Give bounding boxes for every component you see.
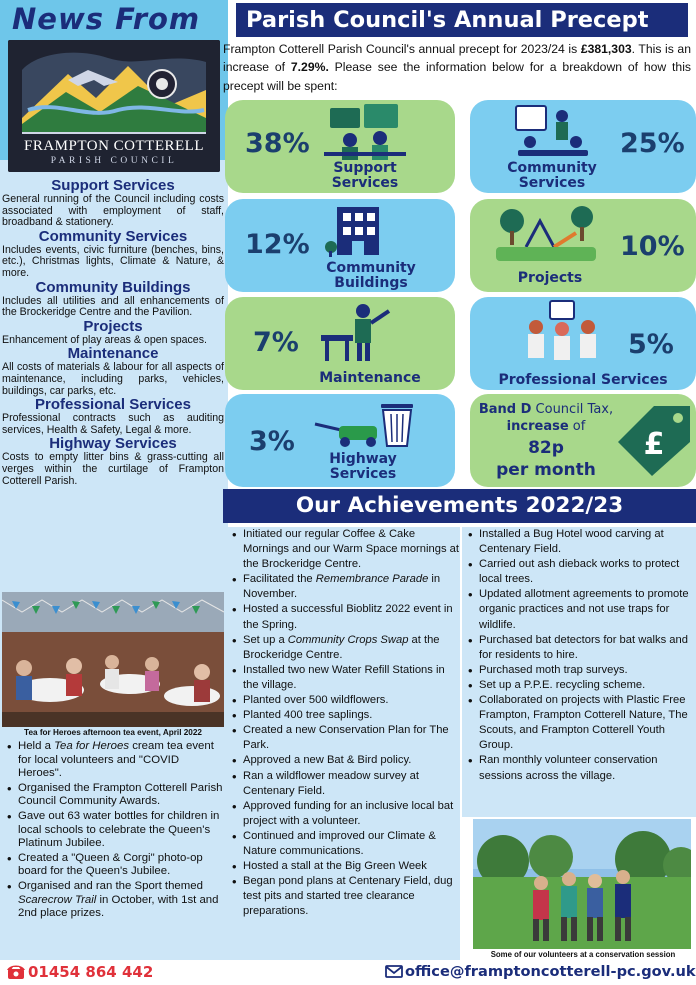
service-title: Community Services — [38, 227, 188, 245]
list-item: • Updated allotment agreements to promote organic practices and not use traps for wildlife. — [462, 587, 696, 632]
list-item: • Began pond plans at Centenary Field, dug test pits and started tree clearance preparations. — [226, 874, 460, 919]
footer-phone[interactable] — [6, 963, 153, 981]
card-label: Highway Services — [329, 451, 397, 482]
service-title: Highway Services — [49, 435, 177, 453]
support-services-card — [225, 100, 455, 193]
service-projects — [2, 319, 224, 347]
card-label: Community Buildings — [326, 260, 416, 291]
service-title: Professional Services — [35, 396, 191, 414]
services-list — [2, 178, 224, 487]
list-item: • Carried out ash dieback works to protect local trees. — [462, 557, 696, 587]
achievements-column-1 — [226, 527, 460, 960]
council-tax-per-month: per month — [496, 460, 596, 480]
list-item: • Approved a new Bat & Bird policy. — [226, 753, 460, 768]
list-item: • Collaborated on projects with Plastic Free Frampton, Frampton Cotterell Nature, The Scouts, and Frampton Cotterell Youth Group. — [462, 693, 696, 753]
service-support — [2, 178, 224, 229]
card-label: Community Services — [507, 160, 597, 191]
percentage: 3% — [249, 426, 295, 457]
list-item: • Hosted a successful Bioblitz 2022 event in the Spring. — [226, 602, 460, 632]
list-item: • Facilitated the Remembrance Parade in November. — [226, 572, 460, 602]
office-team-icon — [320, 102, 410, 160]
service-maintenance — [2, 346, 224, 397]
list-item: • Installed a Bug Hotel wood carving at Centenary Field. — [462, 527, 696, 557]
percentage: 10% — [620, 231, 685, 262]
achievements-title: Our Achievements 2022/23 — [223, 489, 696, 523]
service-title: Community Buildings — [35, 278, 191, 296]
card-label: Projects — [517, 270, 583, 286]
list-item: • Planted over 500 wildflowers. — [226, 693, 460, 708]
tea-photo-caption: Tea for Heroes afternoon tea event, April 2022 — [24, 728, 202, 737]
list-item: • Continued and improved our Climate & Nature communications. — [226, 829, 460, 859]
council-tax-amount: 82p — [528, 438, 564, 458]
list-item: • Held a Tea for Heroes cream tea event for local volunteers and "COVID Heroes". — [4, 740, 226, 781]
percentage: 7% — [253, 327, 299, 358]
worker-repair-icon — [319, 301, 399, 365]
list-item: • Created a "Queen & Corgi" photo-op board for the Queen's Jubilee. — [4, 852, 226, 879]
percentage: 25% — [620, 128, 685, 159]
svg-text:£: £ — [643, 427, 665, 462]
service-text: Costs to empty litter bins & grass-cutting all verges within the curtilage of Frampton Cotterell Parish. — [2, 451, 224, 487]
page-title: Parish Council's Annual Precept — [236, 3, 688, 37]
tea-event-photo — [2, 592, 224, 727]
service-text: Enhancement of play areas & open spaces. — [2, 333, 207, 346]
footer-email[interactable] — [385, 963, 696, 980]
list-item: • Organised and ran the Sport themed Scarecrow Trail in October, with 1st and 2nd place prizes. — [4, 880, 226, 921]
service-title: Support Services — [51, 177, 175, 194]
service-community-buildings — [2, 280, 224, 319]
community-meeting-icon — [512, 102, 594, 160]
service-text: Professional contracts such as auditing services, Health & Safety, Legal & more. — [2, 412, 224, 436]
list-item: • Purchased bat detectors for bat walks and for residents to hire. — [462, 633, 696, 663]
playground-icon — [496, 203, 596, 265]
council-tax-line2: increase of — [506, 419, 586, 434]
parish-council-logo — [8, 40, 220, 172]
volunteers-photo-caption: Some of our volunteers at a conservation session — [490, 950, 676, 959]
phone-number: 01454 864 442 — [28, 963, 154, 981]
list-item: • Gave out 63 water bottles for children in local schools to celebrate the Queen's Platinum Jubilee. — [4, 810, 226, 851]
professionals-icon — [522, 299, 602, 365]
building-icon — [323, 201, 393, 259]
maintenance-card — [225, 297, 455, 390]
logo-subtitle: PARISH COUNCIL — [50, 156, 178, 166]
list-item: • Set up a P.P.E. recycling scheme. — [462, 678, 696, 693]
service-title: Maintenance — [67, 345, 159, 363]
highway-services-card — [225, 394, 455, 487]
phone-icon — [6, 964, 26, 980]
email-address: office@framptoncotterell-pc.gov.uk — [405, 963, 696, 980]
list-item: • Ran a wildflower meadow survey at Centenary Field. — [226, 769, 460, 799]
council-tax-line1: Band D Council Tax, — [478, 402, 614, 417]
service-text: General running of the Council including costs associated with employment of staff, broadband & stationery. — [2, 193, 224, 229]
service-text: Includes events, civic furniture (benches, bins, etc.), Christmas lights, Climate & Nature, & more. — [2, 243, 224, 279]
list-item: • Ran monthly volunteer conservation sessions across the village. — [462, 753, 696, 783]
envelope-icon — [385, 964, 403, 979]
card-label: Support Services — [331, 160, 399, 191]
list-item: • Initiated our regular Coffee & Cake Mornings and our Warm Space mornings at the Brockeridge Centre. — [226, 527, 460, 572]
card-label: Professional Services — [498, 372, 668, 388]
professional-services-card — [470, 297, 696, 390]
list-item: • Installed two new Water Refill Stations in the village. — [226, 663, 460, 693]
achievements-column-2 — [462, 527, 696, 817]
council-tax-card — [470, 394, 696, 487]
service-text: Includes all utilities and all enhancements of the Brockeridge Centre and the Pavilion. — [2, 294, 224, 319]
intro-paragraph: Frampton Cotterell Parish Council's annual precept for 2023/24 is £381,303. This is an increase of 7.29%. Please see the information below for a breakdown of how this precept will be spent: — [223, 42, 691, 93]
lawnmower-bin-icon — [311, 396, 421, 450]
service-title: Projects — [83, 317, 143, 335]
list-item: • Set up a Community Crops Swap at the Brockeridge Centre. — [226, 633, 460, 663]
list-item: • Organised the Frampton Cotterell Parish Council Community Awards. — [4, 782, 226, 809]
percentage: 5% — [628, 329, 674, 360]
card-label: Maintenance — [319, 370, 421, 386]
service-text: All costs of materials & labour for all aspects of maintenance, including parks, vehicles, buildings, car parks, etc. — [2, 361, 224, 397]
community-buildings-card — [225, 199, 455, 292]
service-professional — [2, 397, 224, 436]
projects-card — [470, 199, 696, 292]
percentage: 38% — [245, 128, 310, 159]
service-highway — [2, 436, 224, 487]
percentage: 12% — [245, 229, 310, 260]
news-from-title: News From — [12, 2, 201, 36]
community-services-card — [470, 100, 696, 193]
logo-name: FRAMPTON COTTERELL — [24, 138, 204, 154]
list-item: • Approved funding for an inclusive local bat project with a volunteer. — [226, 799, 460, 829]
list-item: • Hosted a stall at the Big Green Week — [226, 859, 460, 874]
left-achievements-list — [4, 740, 226, 922]
service-community-services — [2, 229, 224, 280]
list-item: • Planted 400 tree saplings. — [226, 708, 460, 723]
list-item: • Purchased moth trap surveys. — [462, 663, 696, 678]
list-item: • Created a new Conservation Plan for The Park. — [226, 723, 460, 753]
price-tag-icon — [614, 404, 692, 478]
volunteers-photo — [473, 819, 691, 949]
